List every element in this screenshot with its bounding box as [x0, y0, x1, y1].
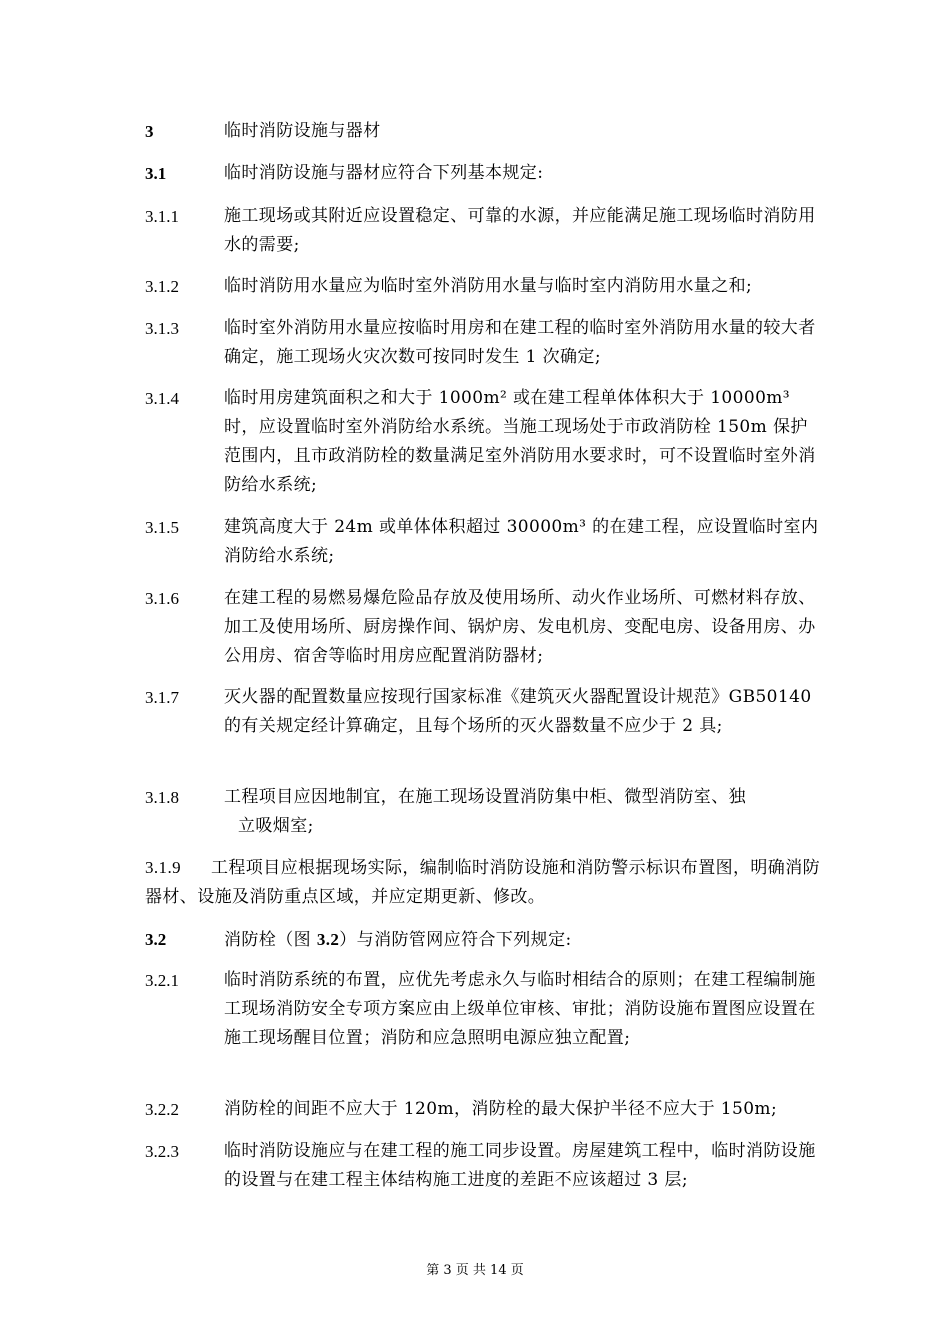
clause-text: 灭火器的配置数量应按现行国家标准《建筑灭火器配置设计规范》GB50140 的有关规定经计算确定，且每个场所的灭火器数量不应少于 2 具; [224, 687, 812, 736]
clause-number: 3.1.2 [145, 277, 179, 296]
clause-text-line: 工程项目应因地制宜，在施工现场设置消防集中柜、微型消防室、独 [224, 787, 746, 807]
clause-text: 消防栓的间距不应大于 120m，消防栓的最大保护半径不应大于 150m; [224, 1099, 778, 1119]
clause-number: 3.1.5 [145, 518, 179, 537]
clause-number: 3.1.9 [145, 858, 181, 877]
clause-number: 3.2.2 [145, 1100, 179, 1119]
subsection-number: 3.1 [145, 164, 167, 183]
subsection-title [224, 925, 824, 955]
clause-unindented [145, 853, 825, 912]
clause-text: 临时室外消防用水量应按临时用房和在建工程的临时室外消防用水量的较大者确定，施工现场火灾次数可按同时发生 1 次确定; [224, 318, 816, 367]
clause-number: 3.1.7 [145, 688, 179, 707]
clause-text: 临时消防用水量应为临时室外消防用水量与临时室内消防用水量之和; [224, 276, 753, 296]
page-footer: 第 3 页 共 14 页 [426, 1263, 524, 1278]
clause-number: 3.1.3 [145, 319, 179, 338]
clause-text: 建筑高度大于 24m 或单体体积超过 30000m³ 的在建工程，应设置临时室内消防给水系统; [224, 517, 819, 566]
clause-number: 3.2.1 [145, 971, 179, 990]
figure-reference: 3.2 [316, 930, 340, 949]
clause-text: 施工现场或其附近应设置稳定、可靠的水源，并应能满足施工现场临时消防用水的需要; [224, 206, 816, 255]
section-title: 临时消防设施与器材 [224, 121, 381, 141]
clause-number: 3.1.6 [145, 589, 179, 608]
clause-number: 3.1.8 [145, 788, 179, 807]
clause-number: 3.1.4 [145, 389, 179, 408]
subsection-number: 3.2 [145, 930, 167, 949]
section-number: 3 [145, 122, 154, 141]
clause-text-line: 立吸烟室; [238, 816, 314, 836]
subsection-title: 临时消防设施与器材应符合下列基本规定: [224, 163, 544, 183]
clause-text: 在建工程的易燃易爆危险品存放及使用场所、动火作业场所、可燃材料存放、加工及使用场所、厨房操作间、锅炉房、发电机房、变配电房、设备用房、办公用房、宿舍等临时用房应配置消防器材; [224, 588, 816, 666]
clause-number: 3.2.3 [145, 1142, 179, 1161]
clause-text: 工程项目应根据现场实际，编制临时消防设施和消防警示标识布置图，明确消防器材、设施及消防重点区域，并应定期更新、修改。 [145, 858, 820, 907]
clause-text: 临时消防系统的布置，应优先考虑永久与临时相结合的原则；在建工程编制施工现场消防安全专项方案应由上级单位审核、审批；消防设施布置图应设置在施工现场醒目位置；消防和应急照明电源应独立配置; [224, 970, 816, 1048]
clause-number: 3.1.1 [145, 207, 179, 226]
subsection-title-pre: 消防栓（图 [224, 930, 317, 950]
subsection-title-post: ）与消防管网应符合下列规定: [339, 930, 572, 950]
clause-text [224, 783, 824, 841]
clause-text: 临时用房建筑面积之和大于 1000m² 或在建工程单体体积大于 10000m³ 时，应设置临时室外消防给水系统。当施工现场处于市政消防栓 150m 保护范围内，且市政消防栓的数量满足室外消防用水要求时，可不设置临时室外消防给水系统; [224, 388, 816, 495]
clause-text: 临时消防设施应与在建工程的施工同步设置。房屋建筑工程中，临时消防设施的设置与在建工程主体结构施工进度的差距不应该超过 3 层; [224, 1141, 816, 1190]
